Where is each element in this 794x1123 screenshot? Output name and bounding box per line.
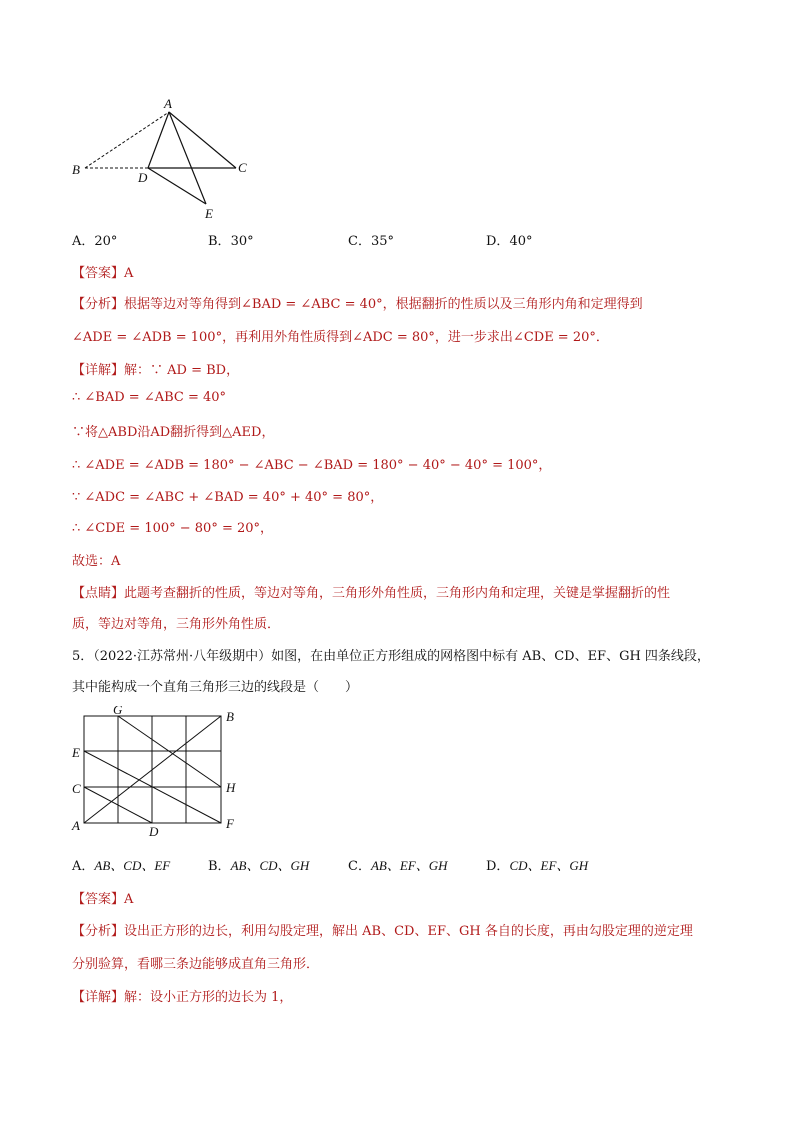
segment-ba-dashed xyxy=(85,112,169,168)
q5-option-b: B．AB、CD、GH xyxy=(208,858,310,874)
q5-detail-line1: 【详解】解：设小正方形的边长为 1， xyxy=(72,990,293,1005)
q4-option-d: D．40° xyxy=(486,234,533,249)
grid-label-d: D xyxy=(149,824,159,839)
label-e: E xyxy=(205,206,213,221)
q4-detail-line2: ∴ ∠BAD = ∠ABC = 40° xyxy=(72,390,227,405)
label-b: B xyxy=(72,162,80,177)
grid-figure xyxy=(64,706,254,840)
q5-answer: 【答案】A xyxy=(72,892,134,907)
label-c: C xyxy=(238,160,247,175)
q4-detail-line4: ∴ ∠ADE = ∠ADB = 180° − ∠ABC − ∠BAD = 180° − 40° − 40° = 100°， xyxy=(72,458,552,473)
q5-option-d: D．CD、EF、GH xyxy=(486,858,589,874)
q5-option-a: A．AB、CD、EF xyxy=(72,858,171,874)
q4-option-a: A．20° xyxy=(72,234,118,249)
q5-stem-line1: 5．（2022·江苏常州·八年级期中）如图，在由单位正方形组成的网格图中标有 AB、CD、EF、GH 四条线段， xyxy=(72,649,710,664)
label-a: A xyxy=(164,96,172,111)
grid-label-c: C xyxy=(72,781,81,796)
q4-detail-line5: ∵ ∠ADC = ∠ABC + ∠BAD = 40° + 40° = 80°， xyxy=(72,490,384,505)
q4-analysis-line2: ∠ADE = ∠ADB = 100°，再利用外角性质得到∠ADC = 80°，进一步求出∠CDE = 20°． xyxy=(72,330,609,345)
q4-answer: 【答案】A xyxy=(72,266,134,281)
grid-label-f: F xyxy=(226,816,234,831)
q5-stem-line2: 其中能构成一个直角三角形三边的线段是（ ） xyxy=(72,680,359,695)
q4-detail-line6: ∴ ∠CDE = 100° − 80° = 20°， xyxy=(72,521,274,536)
q4-option-b: B．30° xyxy=(208,234,254,249)
label-d: D xyxy=(138,170,148,185)
grid-label-e: E xyxy=(72,745,80,760)
q4-choose: 故选：A xyxy=(72,554,121,569)
q5-analysis-line2: 分别验算，看哪三条边能够成直角三角形． xyxy=(72,957,320,972)
triangle-fold-figure xyxy=(60,90,280,230)
q5-analysis-line1: 【分析】设出正方形的边长，利用勾股定理，解出 AB、CD、EF、GH 各自的长度，再由勾股定理的逆定理 xyxy=(72,924,693,939)
q4-detail-line1: 【详解】解：∵ AD = BD， xyxy=(72,363,240,378)
q4-comment-line1: 【点睛】此题考查翻折的性质，等边对等角，三角形外角性质，三角形内角和定理，关键是掌握翻折的性 xyxy=(72,586,671,601)
q5-option-c: C．AB、EF、GH xyxy=(348,858,448,874)
q4-analysis-line1: 【分析】根据等边对等角得到∠BAD = ∠ABC = 40°，根据翻折的性质以及三角形内角和定理得到 xyxy=(72,297,643,312)
grid-label-h: H xyxy=(226,780,236,795)
grid-label-a: A xyxy=(72,818,80,833)
segment-ac xyxy=(169,112,236,168)
segment-ae xyxy=(169,112,206,204)
q4-comment-line2: 质，等边对等角，三角形外角性质． xyxy=(72,617,281,632)
segment-ad xyxy=(148,112,169,168)
q4-detail-line3: ∵将△ABD沿AD翻折得到△AED， xyxy=(72,425,275,440)
q4-option-c: C．35° xyxy=(348,234,394,249)
segment-de xyxy=(148,168,206,204)
grid-label-b: B xyxy=(226,709,234,724)
grid-label-g: G xyxy=(113,706,123,717)
